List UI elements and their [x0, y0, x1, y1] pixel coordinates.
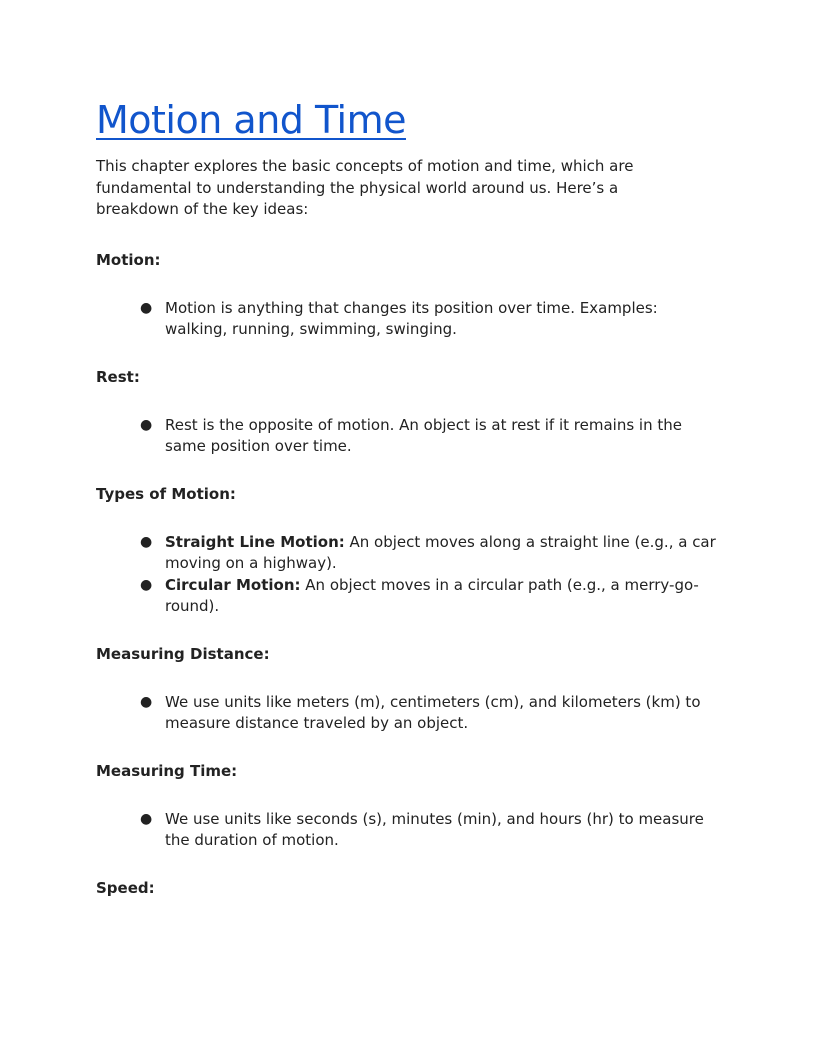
bullet-strong-text: Straight Line Motion: [165, 532, 345, 551]
bullet-text: We use units like meters (m), centimeters (cm), and kilometers (km) to measure distance traveled by an object. [165, 692, 701, 732]
section-heading: Motion: [96, 250, 161, 269]
bullet-list [96, 415, 716, 458]
section-measuring-time [96, 761, 716, 852]
intro-paragraph: This chapter explores the basic concepts of motion and time, which are fundamental to understanding the physical world around us. Here’s a breakdown of the key ideas: [96, 157, 634, 218]
section-heading: Types of Motion: [96, 484, 236, 503]
list-item [96, 809, 716, 852]
section-rest [96, 367, 716, 458]
bullet-list [96, 692, 716, 735]
bullet-text: Rest is the opposite of motion. An object is at rest if it remains in the same position over time. [165, 415, 682, 455]
bullet-icon: ● [140, 416, 153, 433]
section-motion [96, 250, 716, 341]
bullet-icon: ● [140, 576, 153, 593]
list-item [96, 692, 716, 735]
section-measuring-distance [96, 644, 716, 735]
document-page [96, 92, 716, 899]
list-item [96, 298, 716, 341]
section-heading: Rest: [96, 367, 140, 386]
bullet-text: We use units like seconds (s), minutes (min), and hours (hr) to measure the duration of motion. [165, 809, 704, 849]
section-types-of-motion [96, 484, 716, 618]
list-item [96, 532, 716, 575]
bullet-strong-text: Circular Motion: [165, 575, 301, 594]
page-title[interactable]: Motion and Time [96, 98, 406, 142]
section-speed [96, 878, 716, 899]
bullet-icon: ● [140, 693, 153, 710]
section-heading: Measuring Distance: [96, 644, 270, 663]
list-item [96, 575, 716, 618]
bullet-list [96, 809, 716, 852]
bullet-icon: ● [140, 299, 153, 316]
bullet-text: An object moves in a circular path (e.g., a merry-go-round). [165, 575, 699, 615]
section-heading: Speed: [96, 878, 155, 897]
list-item [96, 415, 716, 458]
bullet-list [96, 298, 716, 341]
bullet-icon: ● [140, 533, 153, 550]
bullet-text: Motion is anything that changes its position over time. Examples: walking, running, swimming, swinging. [165, 298, 658, 338]
bullet-icon: ● [140, 810, 153, 827]
bullet-text: An object moves along a straight line (e.g., a car moving on a highway). [165, 532, 716, 572]
bullet-list [96, 532, 716, 618]
section-heading: Measuring Time: [96, 761, 238, 780]
